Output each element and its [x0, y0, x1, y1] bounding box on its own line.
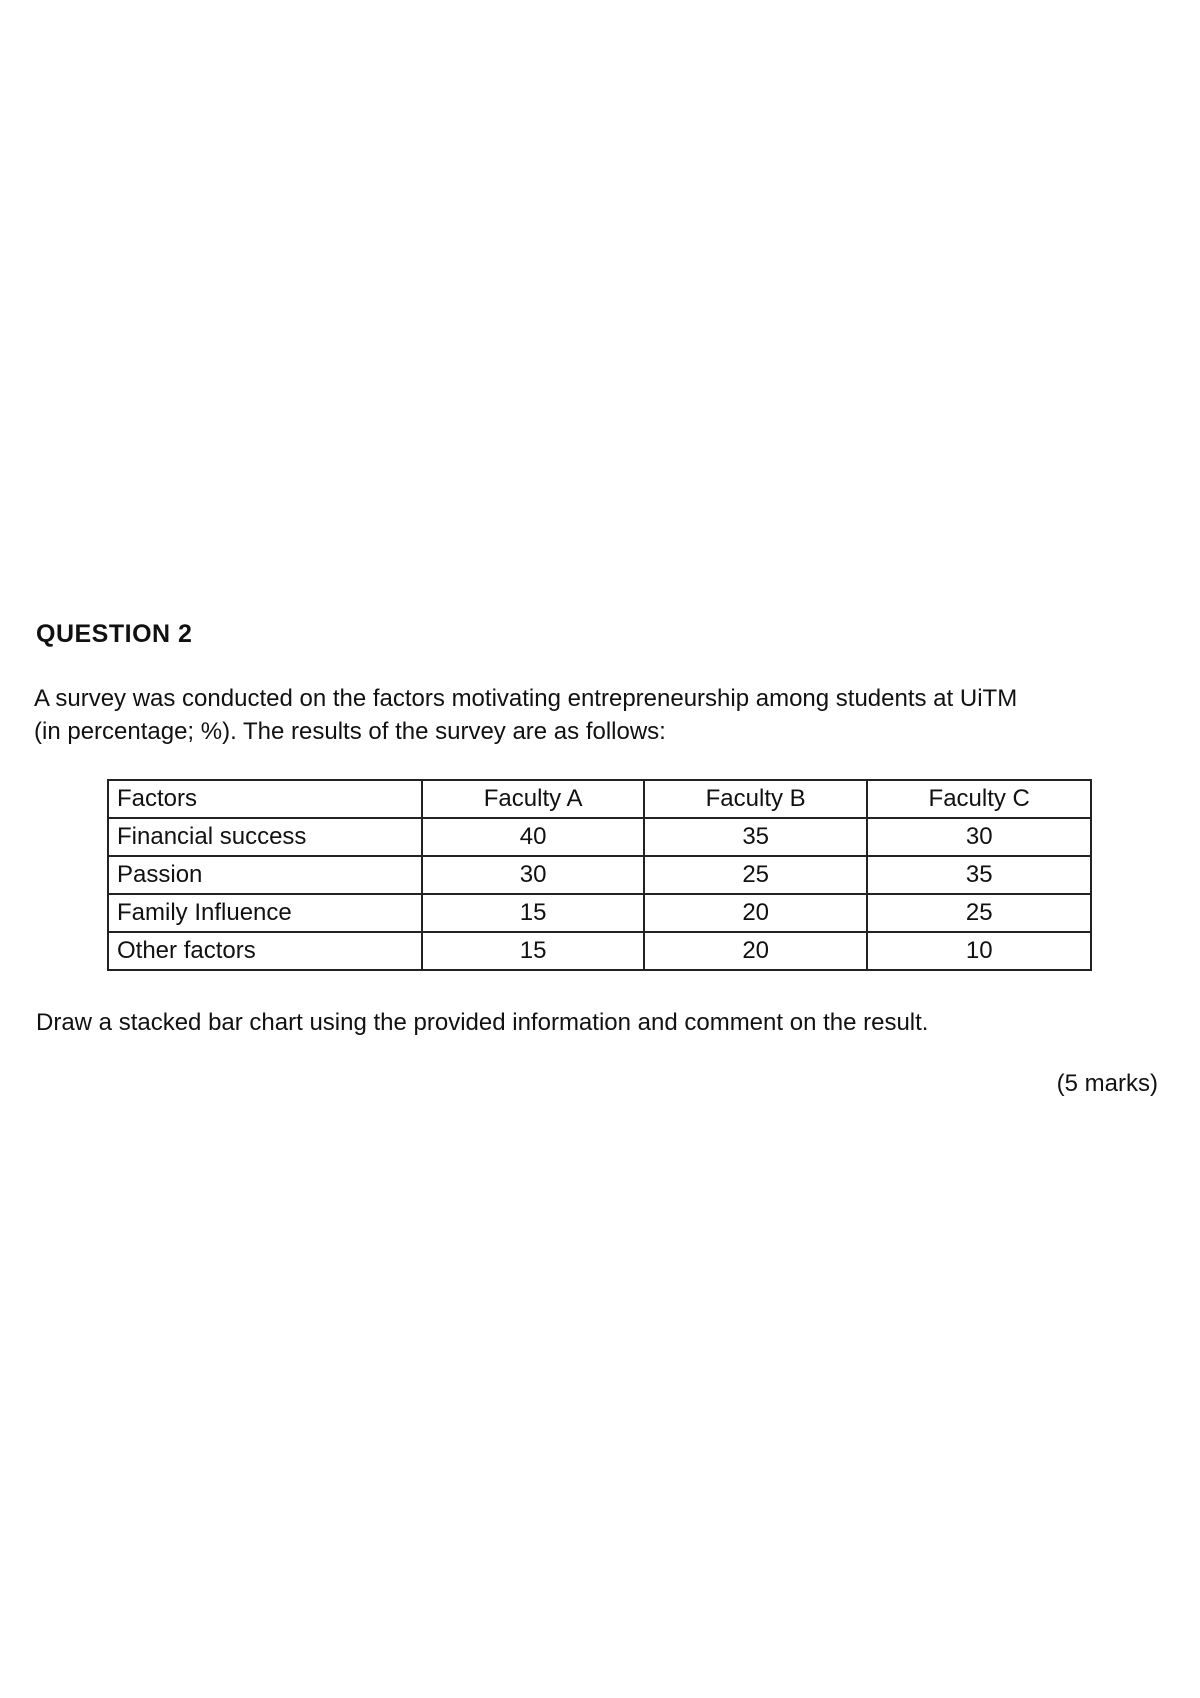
row-label: Family Influence: [108, 894, 422, 932]
survey-table: [107, 779, 1092, 971]
cell-value: 15: [422, 932, 644, 970]
header-faculty-b: Faculty B: [644, 780, 868, 818]
cell-value: 30: [422, 856, 644, 894]
cell-value: 20: [644, 894, 868, 932]
cell-value: 25: [867, 894, 1091, 932]
table-row: [108, 932, 1091, 970]
cell-value: 35: [644, 818, 868, 856]
question-intro-line-2: (in percentage; %). The results of the survey are as follows:: [34, 718, 666, 745]
header-faculty-a: Faculty A: [422, 780, 644, 818]
header-factors: Factors: [108, 780, 422, 818]
row-label: Passion: [108, 856, 422, 894]
cell-value: 40: [422, 818, 644, 856]
table-row: [108, 818, 1091, 856]
table-row: [108, 894, 1091, 932]
cell-value: 15: [422, 894, 644, 932]
cell-value: 25: [644, 856, 868, 894]
row-label: Other factors: [108, 932, 422, 970]
question-intro-line-1: A survey was conducted on the factors motivating entrepreneurship among students at UiTM: [34, 685, 1018, 712]
table-row: [108, 856, 1091, 894]
question-instruction: Draw a stacked bar chart using the provided information and comment on the result.: [36, 1009, 929, 1036]
question-intro: [34, 682, 1164, 748]
row-label: Financial success: [108, 818, 422, 856]
marks-allocation: (5 marks): [1056, 1070, 1158, 1097]
table-header-row: [108, 780, 1091, 818]
cell-value: 30: [867, 818, 1091, 856]
question-title: QUESTION 2: [36, 620, 193, 648]
header-faculty-c: Faculty C: [867, 780, 1091, 818]
cell-value: 20: [644, 932, 868, 970]
cell-value: 35: [867, 856, 1091, 894]
cell-value: 10: [867, 932, 1091, 970]
